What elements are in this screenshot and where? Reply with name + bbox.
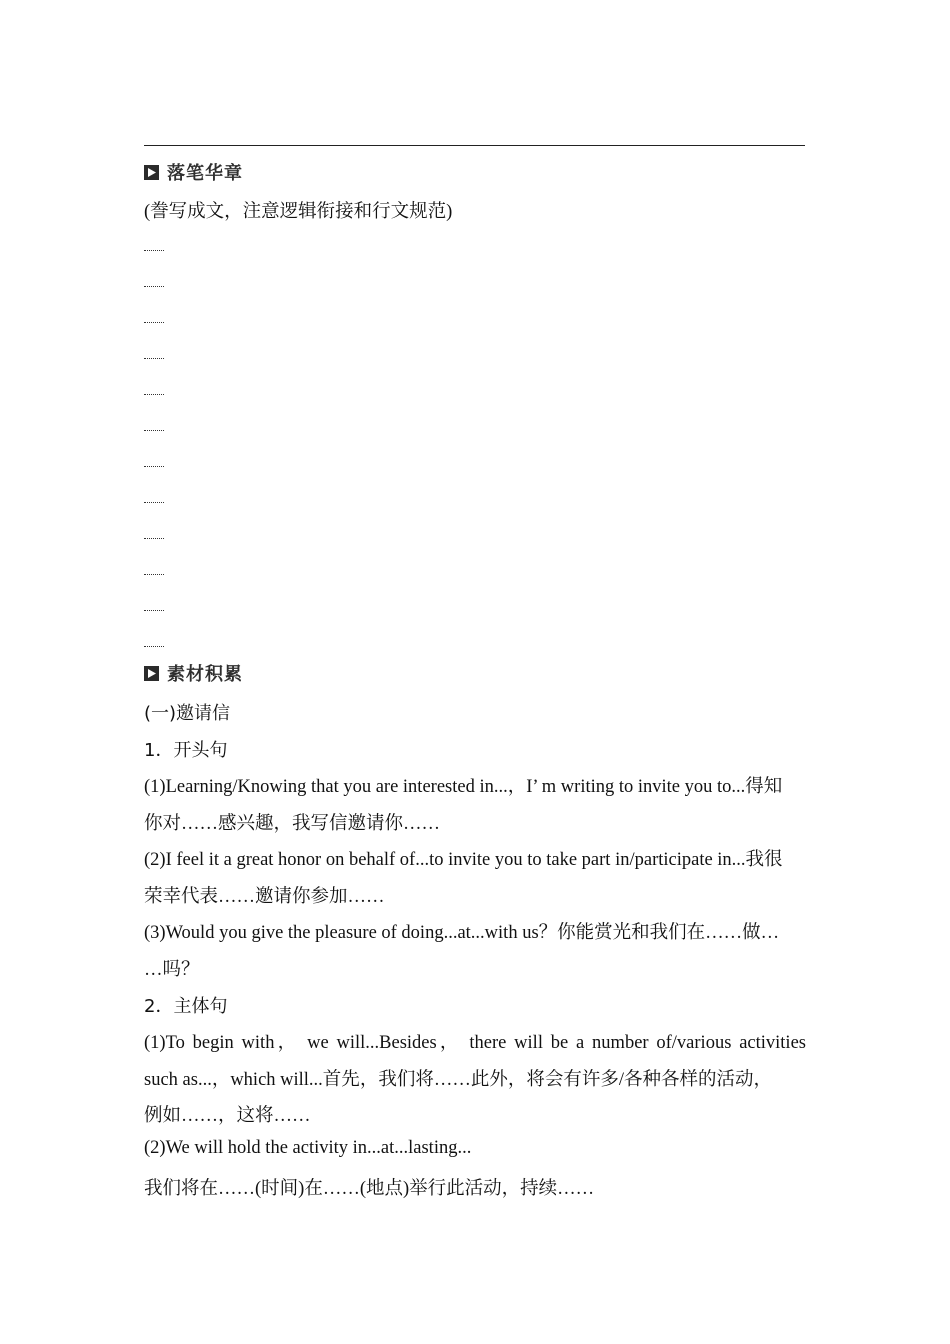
blank-line[interactable] — [144, 286, 164, 287]
subheading-invitation: (一)邀请信 — [144, 703, 231, 724]
blank-line[interactable] — [144, 502, 164, 503]
opening-sentence-1-line1: (1)Learning/Knowing that you are interested in...，I’ m writing to invite you to...得知 — [144, 777, 783, 797]
body-sentence-1-line2: such as...，which will...首先，我们将……此外，将会有许多/各种各样的活动， — [144, 1070, 772, 1090]
blank-line[interactable] — [144, 466, 164, 467]
opening-sentence-3-line2: …吗？ — [144, 960, 200, 980]
body-sentence-2-line2: 我们将在……(时间)在……(地点)举行此活动，持续…… — [144, 1179, 595, 1199]
opening-sentence-1-line2: 你对……感兴趣，我写信邀请你…… — [144, 814, 441, 834]
writing-instruction: (誊写成文，注意逻辑衔接和行文规范) — [144, 202, 453, 222]
blank-line[interactable] — [144, 430, 164, 431]
blank-line[interactable] — [144, 358, 164, 359]
blank-line[interactable] — [144, 250, 164, 251]
section-heading-text: 素材积累 — [167, 664, 243, 685]
blank-line[interactable] — [144, 538, 164, 539]
section-heading-writing — [144, 159, 243, 185]
part-title-body: 2．主体句 — [144, 996, 228, 1017]
section-heading-materials — [144, 660, 243, 686]
blank-line[interactable] — [144, 322, 164, 323]
body-sentence-1-line3: 例如……，这将…… — [144, 1106, 311, 1126]
header-rule — [144, 145, 805, 146]
blank-line[interactable] — [144, 610, 164, 611]
play-triangle-icon — [144, 165, 159, 180]
opening-sentence-2-line1: (2)I feel it a great honor on behalf of...to invite you to take part in/participate in...我很 — [144, 850, 783, 870]
section-heading-text: 落笔华章 — [167, 163, 243, 184]
body-sentence-2-line1: (2)We will hold the activity in...at...lasting... — [144, 1138, 472, 1158]
part-title-opening: 1．开头句 — [144, 740, 228, 761]
body-sentence-1-line1: (1)To begin with， we will...Besides， there will be a number of/various activities — [144, 1033, 806, 1053]
blank-line[interactable] — [144, 574, 164, 575]
blank-line[interactable] — [144, 394, 164, 395]
play-triangle-icon — [144, 666, 159, 681]
opening-sentence-3-line1: (3)Would you give the pleasure of doing...at...with us？你能赏光和我们在……做… — [144, 923, 780, 943]
opening-sentence-2-line2: 荣幸代表……邀请你参加…… — [144, 887, 385, 907]
blank-line[interactable] — [144, 646, 164, 647]
